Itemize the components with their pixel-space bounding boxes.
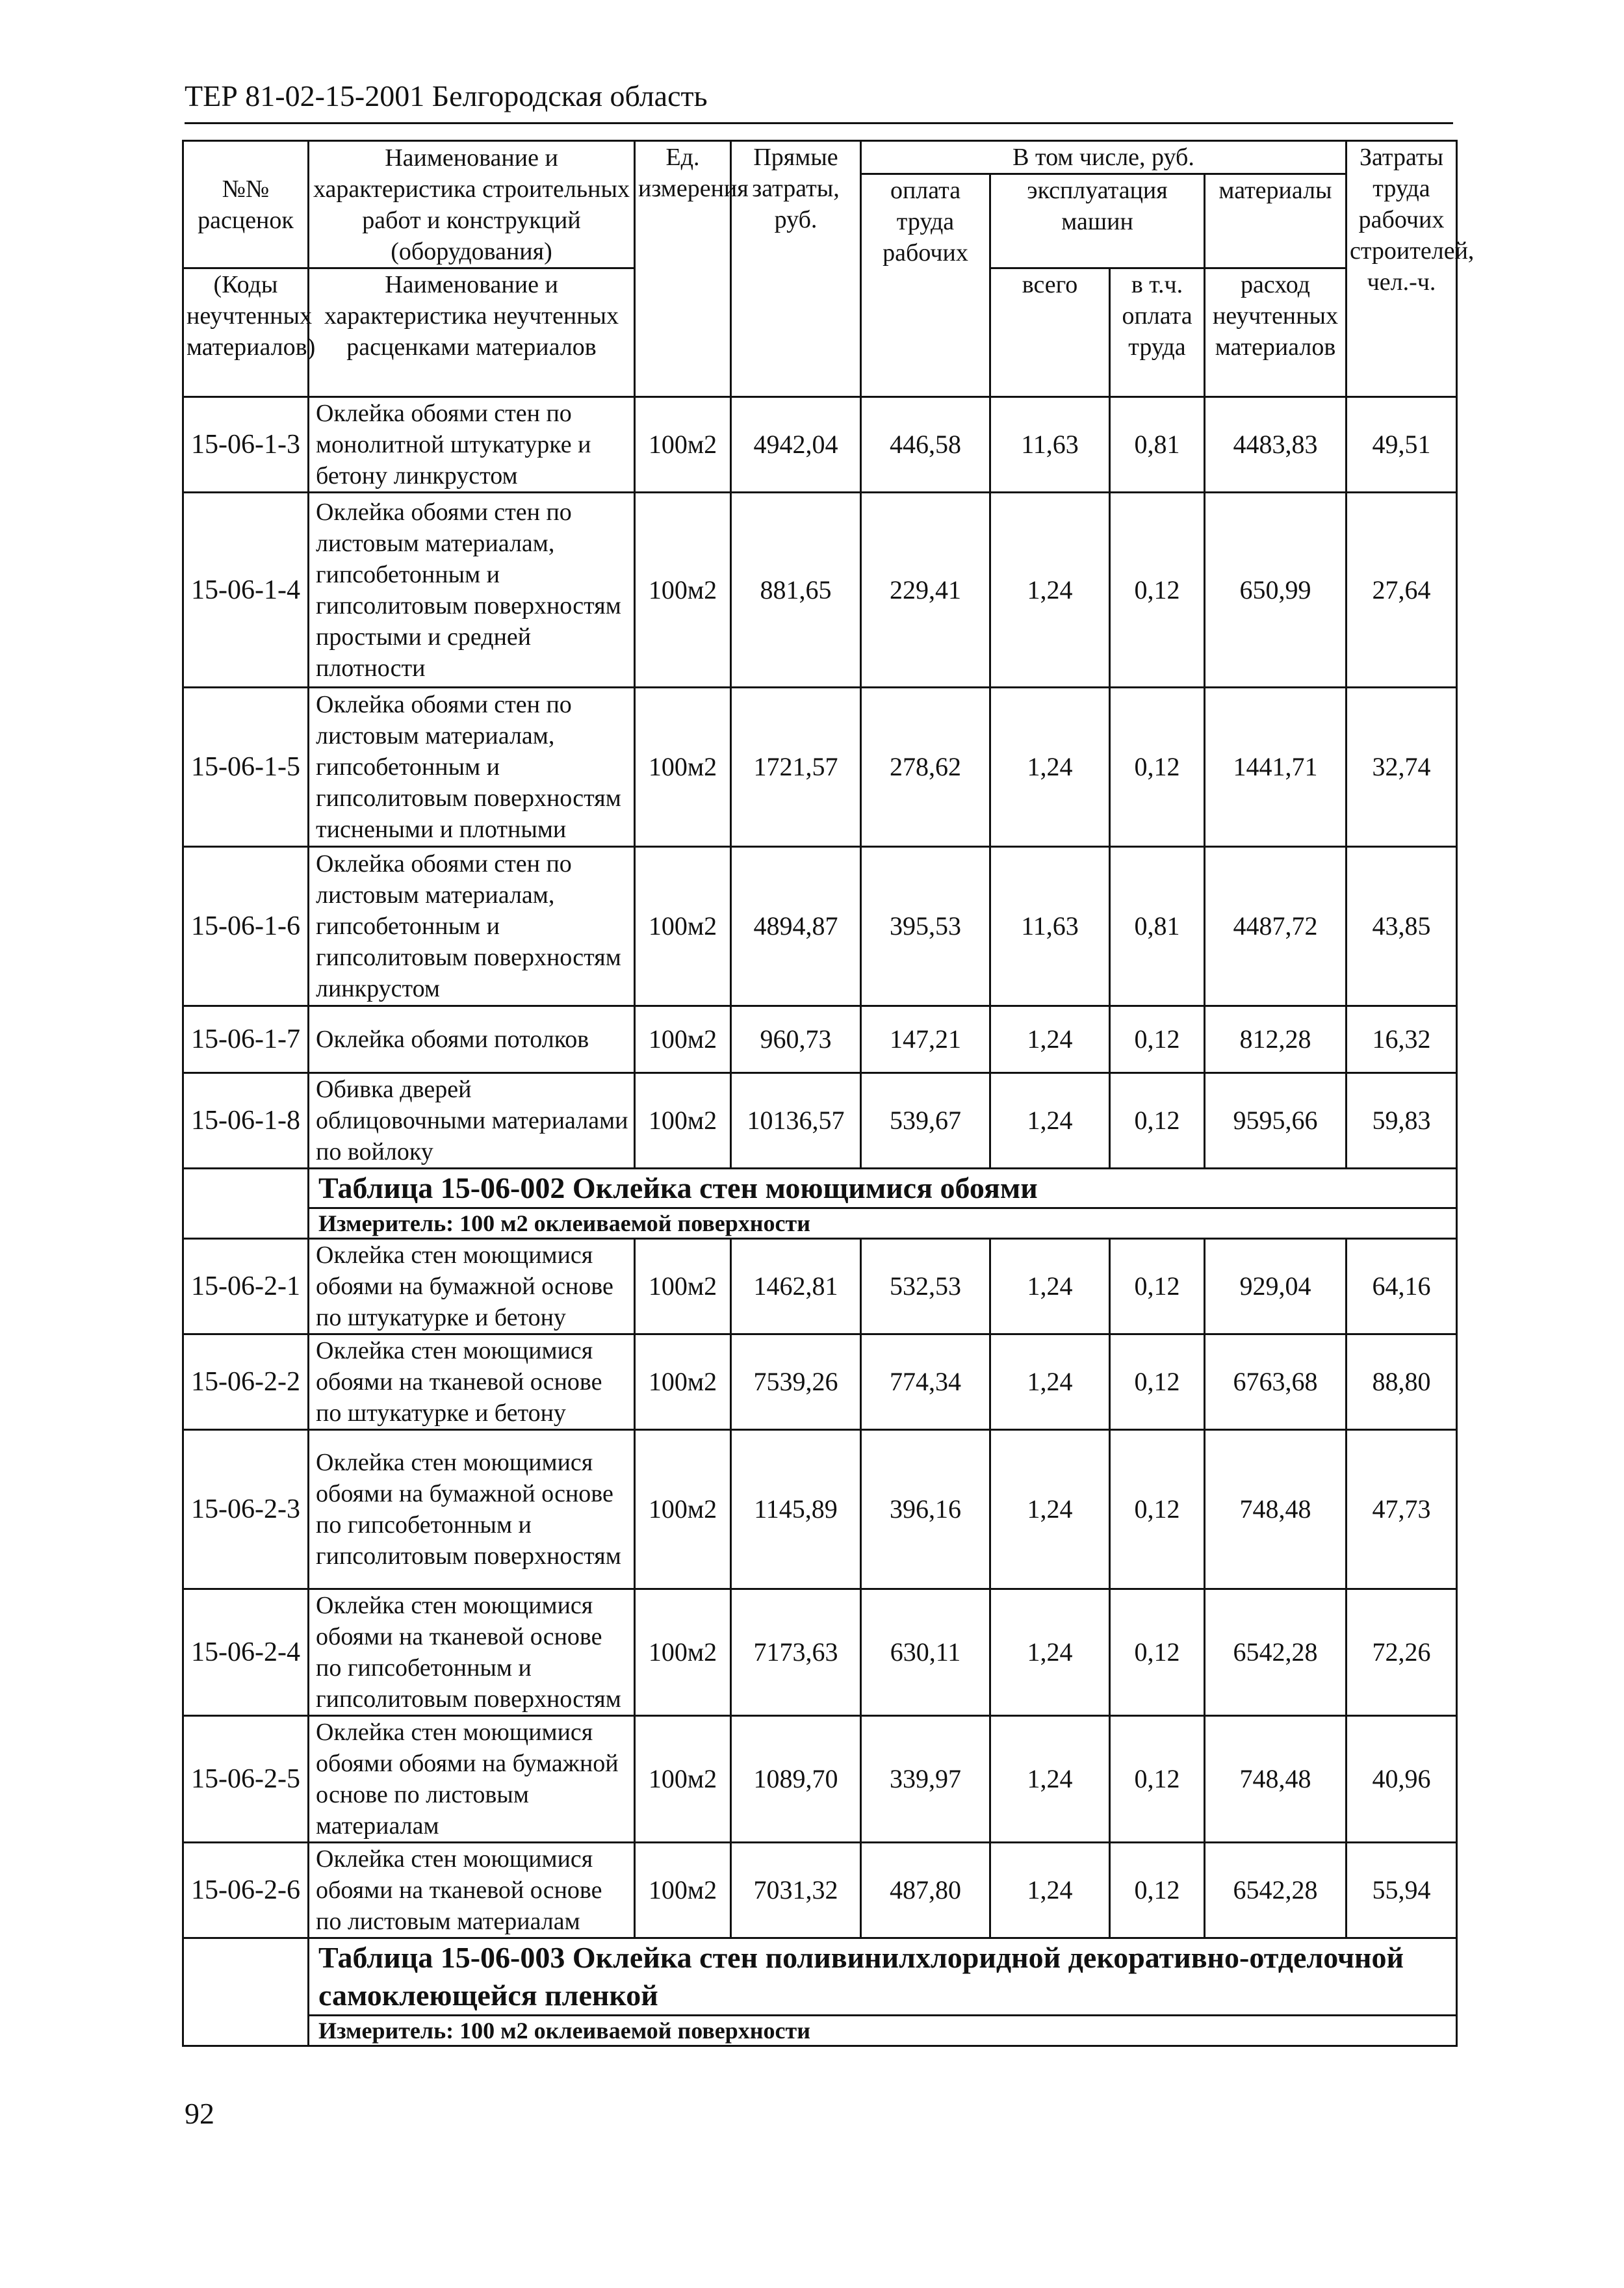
section-title: Таблица 15-06-003 Оклейка стен поливинилхлоридной декоративно-отделочной самоклеющейся пленкой	[309, 1938, 1457, 2016]
labor-cell: 55,94	[1347, 1843, 1457, 1938]
unit-cell: 100м2	[635, 1589, 731, 1716]
labor-cell: 59,83	[1347, 1073, 1457, 1169]
col-code-header: №№ расценок	[183, 141, 309, 268]
labor-cell: 43,85	[1347, 847, 1457, 1006]
labor-cell: 88,80	[1347, 1334, 1457, 1430]
work-name: Оклейка стен моющимися обоями на тканевой основе по штукатурке и бетону	[309, 1334, 635, 1430]
unit-cell: 100м2	[635, 1239, 731, 1334]
work-name: Оклейка обоями стен по листовым материалам, гипсобетонным и гипсолитовым поверхностям простыми и средней плотности	[309, 493, 635, 688]
machines-cell: 1,24	[990, 688, 1110, 847]
incl-wages-cell: 0,12	[1110, 493, 1205, 688]
materials-cell: 812,28	[1205, 1006, 1347, 1073]
direct-cost-cell: 4942,04	[731, 397, 861, 493]
unit-cell: 100м2	[635, 688, 731, 847]
labor-cell: 64,16	[1347, 1239, 1457, 1334]
rate-code: 15-06-1-6	[183, 847, 309, 1006]
direct-cost-cell: 4894,87	[731, 847, 861, 1006]
table-row	[183, 1589, 1457, 1716]
col-unit-header: Ед. измерения	[635, 141, 731, 397]
direct-cost-cell: 10136,57	[731, 1073, 861, 1169]
incl-wages-cell: 0,12	[1110, 1334, 1205, 1430]
work-name: Обивка дверей облицовочными материалами по войлоку	[309, 1073, 635, 1169]
rate-code: 15-06-1-4	[183, 493, 309, 688]
unit-cell: 100м2	[635, 1716, 731, 1843]
section-code-blank	[183, 1938, 309, 2046]
table-row	[183, 1006, 1457, 1073]
rate-code: 15-06-1-5	[183, 688, 309, 847]
rate-code: 15-06-2-1	[183, 1239, 309, 1334]
materials-cell: 4483,83	[1205, 397, 1347, 493]
machines-cell: 1,24	[990, 1430, 1110, 1589]
labor-cell: 32,74	[1347, 688, 1457, 847]
work-name: Оклейка обоями стен по листовым материалам, гипсобетонным и гипсолитовым поверхностям линкрустом	[309, 847, 635, 1006]
labor-cell: 40,96	[1347, 1716, 1457, 1843]
wages-cell: 395,53	[861, 847, 990, 1006]
direct-cost-cell: 1145,89	[731, 1430, 861, 1589]
work-name: Оклейка стен моющимися обоями обоями на бумажной основе по листовым материалам	[309, 1716, 635, 1843]
wages-cell: 539,67	[861, 1073, 990, 1169]
materials-cell: 650,99	[1205, 493, 1347, 688]
direct-cost-cell: 7173,63	[731, 1589, 861, 1716]
col-labor-header: Затраты труда рабочих строителей, чел.-ч.	[1347, 141, 1457, 397]
machines-cell: 11,63	[990, 397, 1110, 493]
table-row	[183, 397, 1457, 493]
col-including-header: В том числе, руб.	[861, 141, 1347, 174]
direct-cost-cell: 881,65	[731, 493, 861, 688]
rate-code: 15-06-2-4	[183, 1589, 309, 1716]
work-name: Оклейка стен моющимися обоями на тканевой основе по гипсобетонным и гипсолитовым поверхностям	[309, 1589, 635, 1716]
incl-wages-cell: 0,12	[1110, 1589, 1205, 1716]
labor-cell: 27,64	[1347, 493, 1457, 688]
direct-cost-cell: 1089,70	[731, 1716, 861, 1843]
machines-cell: 1,24	[990, 1334, 1110, 1430]
direct-cost-cell: 7539,26	[731, 1334, 861, 1430]
incl-wages-cell: 0,12	[1110, 1239, 1205, 1334]
header-title: ТЕР 81-02-15-2001 Белгородская область	[185, 79, 708, 112]
col-mat-consumption-header: расход неучтенных материалов	[1205, 268, 1347, 397]
incl-wages-cell: 0,12	[1110, 1843, 1205, 1938]
table-row	[183, 1430, 1457, 1589]
work-name: Оклейка обоями стен по листовым материалам, гипсобетонным и гипсолитовым поверхностям тиснеными и плотными	[309, 688, 635, 847]
unit-cell: 100м2	[635, 1073, 731, 1169]
running-header	[185, 77, 1453, 124]
table-row	[183, 1716, 1457, 1843]
unit-cell: 100м2	[635, 493, 731, 688]
machines-cell: 11,63	[990, 847, 1110, 1006]
col-direct-header: Прямые затраты, руб.	[731, 141, 861, 397]
machines-cell: 1,24	[990, 1006, 1110, 1073]
labor-cell: 49,51	[1347, 397, 1457, 493]
col-total-header: всего	[990, 268, 1110, 397]
col-machines-header: эксплуатация машин	[990, 174, 1205, 268]
wages-cell: 532,53	[861, 1239, 990, 1334]
table-row	[183, 1073, 1457, 1169]
labor-cell: 72,26	[1347, 1589, 1457, 1716]
unit-cell: 100м2	[635, 1334, 731, 1430]
direct-cost-cell: 960,73	[731, 1006, 861, 1073]
rate-code: 15-06-1-3	[183, 397, 309, 493]
wages-cell: 487,80	[861, 1843, 990, 1938]
machines-cell: 1,24	[990, 1239, 1110, 1334]
materials-cell: 4487,72	[1205, 847, 1347, 1006]
materials-cell: 9595,66	[1205, 1073, 1347, 1169]
materials-cell: 748,48	[1205, 1716, 1347, 1843]
page-number: 92	[185, 2097, 214, 2130]
table-header	[183, 141, 1475, 397]
work-name: Оклейка стен моющимися обоями на бумажной основе по штукатурке и бетону	[309, 1239, 635, 1334]
table-row	[183, 1334, 1457, 1430]
labor-cell: 16,32	[1347, 1006, 1457, 1073]
rate-code: 15-06-1-8	[183, 1073, 309, 1169]
price-table-wrapper	[182, 140, 1475, 2047]
materials-cell: 6542,28	[1205, 1843, 1347, 1938]
section-code-blank	[183, 1169, 309, 1239]
rate-code: 15-06-2-3	[183, 1430, 309, 1589]
incl-wages-cell: 0,81	[1110, 847, 1205, 1006]
table-row	[183, 1239, 1457, 1334]
unit-cell: 100м2	[635, 847, 731, 1006]
machines-cell: 1,24	[990, 1589, 1110, 1716]
table-row	[183, 1843, 1457, 1938]
wages-cell: 630,11	[861, 1589, 990, 1716]
wages-cell: 774,34	[861, 1334, 990, 1430]
machines-cell: 1,24	[990, 1073, 1110, 1169]
section-measure: Измеритель: 100 м2 оклеиваемой поверхности	[309, 2016, 1457, 2046]
table-row	[183, 493, 1457, 688]
direct-cost-cell: 1721,57	[731, 688, 861, 847]
table-body	[183, 397, 1457, 2046]
incl-wages-cell: 0,81	[1110, 397, 1205, 493]
incl-wages-cell: 0,12	[1110, 1073, 1205, 1169]
materials-cell: 748,48	[1205, 1430, 1347, 1589]
section-title: Таблица 15-06-002 Оклейка стен моющимися обоями	[309, 1169, 1457, 1208]
work-name: Оклейка стен моющимися обоями на бумажной основе по гипсобетонным и гипсолитовым поверхностям	[309, 1430, 635, 1589]
col-incl-wages-header: в т.ч. оплата труда	[1110, 268, 1205, 397]
wages-cell: 339,97	[861, 1716, 990, 1843]
unit-cell: 100м2	[635, 1843, 731, 1938]
rate-code: 15-06-2-6	[183, 1843, 309, 1938]
incl-wages-cell: 0,12	[1110, 1430, 1205, 1589]
materials-cell: 6542,28	[1205, 1589, 1347, 1716]
work-name: Оклейка обоями потолков	[309, 1006, 635, 1073]
unit-cell: 100м2	[635, 397, 731, 493]
unit-cell: 100м2	[635, 1430, 731, 1589]
work-name: Оклейка стен моющимися обоями на тканевой основе по листовым материалам	[309, 1843, 635, 1938]
col-code-subheader: (Коды неучтенных материалов)	[183, 268, 309, 397]
direct-cost-cell: 1462,81	[731, 1239, 861, 1334]
rate-code: 15-06-1-7	[183, 1006, 309, 1073]
col-name-header: Наименование и характеристика строительных работ и конструкций (оборудования)	[309, 141, 635, 268]
wages-cell: 229,41	[861, 493, 990, 688]
materials-cell: 929,04	[1205, 1239, 1347, 1334]
incl-wages-cell: 0,12	[1110, 688, 1205, 847]
section-measure: Измеритель: 100 м2 оклеиваемой поверхности	[309, 1208, 1457, 1239]
table-row	[183, 847, 1457, 1006]
rate-code: 15-06-2-2	[183, 1334, 309, 1430]
col-materials-header: материалы	[1205, 174, 1347, 268]
incl-wages-cell: 0,12	[1110, 1006, 1205, 1073]
col-wages-header: оплата труда рабочих	[861, 174, 990, 397]
wages-cell: 446,58	[861, 397, 990, 493]
machines-cell: 1,24	[990, 1843, 1110, 1938]
wages-cell: 147,21	[861, 1006, 990, 1073]
work-name: Оклейка обоями стен по монолитной штукатурке и бетону линкрустом	[309, 397, 635, 493]
wages-cell: 278,62	[861, 688, 990, 847]
machines-cell: 1,24	[990, 493, 1110, 688]
direct-cost-cell: 7031,32	[731, 1843, 861, 1938]
wages-cell: 396,16	[861, 1430, 990, 1589]
machines-cell: 1,24	[990, 1716, 1110, 1843]
incl-wages-cell: 0,12	[1110, 1716, 1205, 1843]
price-table	[182, 140, 1475, 2047]
rate-code: 15-06-2-5	[183, 1716, 309, 1843]
col-name-subheader: Наименование и характеристика неучтенных расценками материалов	[309, 268, 635, 397]
materials-cell: 6763,68	[1205, 1334, 1347, 1430]
unit-cell: 100м2	[635, 1006, 731, 1073]
table-row	[183, 688, 1457, 847]
materials-cell: 1441,71	[1205, 688, 1347, 847]
labor-cell: 47,73	[1347, 1430, 1457, 1589]
